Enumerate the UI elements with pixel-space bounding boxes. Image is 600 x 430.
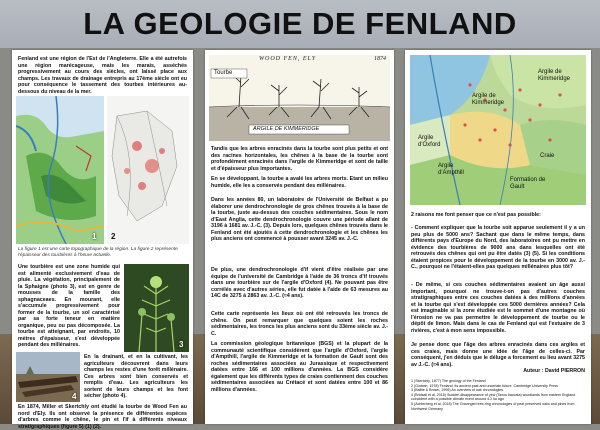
- sphagnum-moss-graphic: [124, 264, 189, 352]
- figure-number-3: 3: [179, 340, 184, 349]
- wood-fen-header: WOOD FEN, ELY: [259, 56, 317, 62]
- reference-item: 1 (Skertchly, 1877) The geology of the Fenland: [411, 379, 486, 383]
- figure-number-4: 4: [72, 392, 77, 401]
- map-label-ampthill: Argile d'Ampthill: [438, 163, 464, 176]
- figure-topographic-map: [16, 96, 104, 244]
- drainage-paragraph: En la drainant, et en la cultivant, les agriculteurs découvrent dans leurs champs les restes d'une forêt millénaire. Ces arbres sont bien conservés et remplis d'eau. Les agriculteurs les sortent de leurs champs et les font sécher (photo 4).: [84, 354, 188, 399]
- label-kimmeridge-clay: ARGILE DE KIMMERIDGE: [253, 126, 320, 132]
- conclusion-paragraph: Je pense donc que l'âge des arbres enracinés dans ces argiles et ces craies, mais donne une idée de l'âge de celles-ci. Par conséquent, j'en déduis que le déluge a forcement eu lieu avant 3275 av J.-C. (≈4 ans).: [411, 342, 585, 368]
- map-label-gault: Formation de Gault: [510, 177, 546, 190]
- reason-1: - Comment expliquer que la tourbe soit apparue seulement il y a un peu plus de 5000 ans? Sachant que dans le même temps, dans différents pays d'Europe du Nord, des laboratoires ont pu mettre en évidence des tourbières de 9000 ans dans lesquelles ont été retrouvés des chênes qui ont pu être datés (3) (5). Si les conditions étaient propices pour le développement de la tourbe en 3000 av. J.-C., pourquoi ne l'étaient-elles pas quelques millénaires plus tôt?: [411, 225, 585, 270]
- map-label-kimmeridge-2: Argile de Kimmeridge: [538, 69, 571, 82]
- column-middle: [205, 50, 394, 424]
- wood-fen-year: 1874: [374, 56, 386, 62]
- poster-title: LA GEOLOGIE DE FENLAND: [83, 6, 517, 41]
- map-label-kimmeridge-1: Argile de Kimmeridge: [472, 93, 505, 106]
- figure-number-2: 2: [111, 232, 116, 241]
- column-right: [405, 50, 591, 424]
- middle-paragraph-2: En se développant, la tourbe a avalé les arbres morts. Etant un milieu humide, elle les a conservés pendant des millénaires.: [211, 176, 388, 189]
- middle-paragraph-1: Tandis que les arbres enracinés dans la tourbe sont plus petits et ont des racines horizontales, les chênes à la base de la tourbe sont profondément enracinés dans l'argile de Kimmeridge et sont de taille et d'épaisseur plus importantes.: [211, 146, 388, 172]
- middle-paragraph-4: De plus, une dendrochronologie d'if vient d'être réalisée par une équipe de l'université de Cambridge à l'aide de 36 troncs d'if trouvés dans une tourbière sur de l'argile d'Oxford (4). Ne pouvant pas être corrélés avec d'autres séries, elle fut datée à l'aide de 63 mesures au 14C de 3275 à 2863 av. J.-C. (≈4 ans).: [211, 267, 388, 299]
- map-label-craie: Craie: [540, 153, 555, 159]
- reference-item: 3 (Baillie & Brown, 1995) An overview of oak chronologies: [411, 388, 504, 393]
- peat-paragraph: Une tourbière est une zone humide qui est alimenté exclusivement d'eau de pluie. La végétation, principalement de la Sphaigne (photo 3), est en genre de mousses de la famille des sphagnaceaes. En mourant, elle s'accumule progressivement pour former de la tourbe, un sol caractérisé par sa forte teneur en matière organique, peu ou pas décomposée. La tourbe est atteignant, par endroits, 10 mètres d'épaisseur, s'est développée pendant des millénaires.: [18, 264, 120, 348]
- reference-item: 5 (Achterberg et al, 2018) The Gravinged tree-ring chronologies of peat preserved oaks and pines from Northwest Germany: [411, 401, 575, 411]
- photo-bog-oaks: [16, 352, 80, 402]
- figure-caption-1-2: La figure 1 est une carte topographique de la région. La figure 2 représente l'épaisseur des tourbières à l'heure actuelle.: [18, 247, 178, 258]
- intro-paragraph: Fenland est une région de l'Est de l'Angleterre. Elle a été autrefois une région marécageuse, mais les marais, asséchés progressivement au cours des siècles, ont laissé place aux champs. Les travaux de drainage entrepris au 17ème siècle ont eu pour conséquence le tassement des tourbes intérieures au-dessous du niveau de la mer.: [18, 56, 187, 95]
- reasons-intro: 2 raisons me font penser que ce n'est pas possible:: [411, 212, 541, 218]
- peat-thickness-map-graphic: [107, 96, 189, 244]
- map-label-oxford: Argile d'Oxford: [418, 135, 441, 148]
- middle-paragraph-6: La commission géologique britannique (BGS) et la plupart de la communauté scientifique considèrent que l'argile d'Oxford, l'argile d'Ampthill, l'argile de Kimmeridge et la formation de Gault sont des roches sédimentaires associées au Jurassique et respectivement datées entre 166 et 100 millions d'années. La BGS considère également que les différents types de craies contiennent des couches sédimentaires associées au Crétacé et sont datées entre 100 et 86 millions d'années.: [211, 341, 388, 393]
- reason-2: - De même, si ces couches sédimentaires avaient un âge aussi important, pourquoi ne trouve-t-on pas d'autres couches stratigraphiques entre ces couches datées à des millions d'années et la tourbe qui s'est développée ces 5000 dernières années? Cela est imaginable si la zone étudiée est le sommet d'une montagne où l'érosion ne va pas permettre le développement de tourbe ou le dépôt de limon. Mais dans le cas de Fenland qui est l'estuaire de 3 rivières, c'est à mon sens impossible.: [411, 282, 585, 334]
- topographic-map-graphic: [16, 96, 104, 244]
- middle-paragraph-3: Dans les années 80, un laboratoire de l'Université de Belfast a pu élaborer une dendrochronologie de gros chênes trouvés à la base de la tourbe, juste au-dessus des couches sédimentaires. Sous le nom d'East Anglia, cette dendrochronologie couvre une période allant de 3196 à 1681 av. J.-C. (3). Depuis lors, quelques chênes trouvés dans le Fenland ont été ajoutés à cette dendrochronologie et les chênes les plus anciens ont commencé à pousser avant 3245 av. J.-C.: [211, 197, 388, 242]
- figure-peat-thickness-map: [107, 96, 189, 244]
- references-list: [411, 379, 585, 411]
- reference-item: 4 (Bridsall et al, 2015) Sudden disappearance of yew (Taxus baccata) woodlands from eastern England coincident with a possible climate event around 4.2 ka ago: [411, 392, 576, 402]
- label-tourbe: Tourbe: [214, 70, 233, 76]
- figure-geology-map: [410, 55, 586, 205]
- bog-oaks-graphic: [16, 352, 80, 402]
- middle-paragraph-5: Cette carte représente les lieux où ont été retrouvés les troncs de chêne. On peut remarquer que quelques soient les roches sédimentaires, les troncs les plus anciens sont du 33ème siècle av. J.-C.: [211, 311, 388, 337]
- figure-number-1: 1: [92, 232, 97, 241]
- photo-sphagnum: [124, 264, 189, 352]
- figure-wood-fen-section: [209, 55, 390, 141]
- miller-paragraph: En 1874, Miller et Skertchly ont étudié la tourbe de Wood Fen au nord d'Ely. Ils ont observé la présence de différentes espèces d'arbres comme le chêne, le pin et l'if à différents niveaux stratigraphiques (figure 5) (1) (2).: [18, 404, 187, 430]
- column-left: [12, 50, 193, 430]
- reference-item: 2 (Godwin, 1978) Fenland: its ancient past and uncertain future. Cambridge University Press: [411, 383, 559, 388]
- author-line: Auteur : David PIERRON: [523, 368, 585, 374]
